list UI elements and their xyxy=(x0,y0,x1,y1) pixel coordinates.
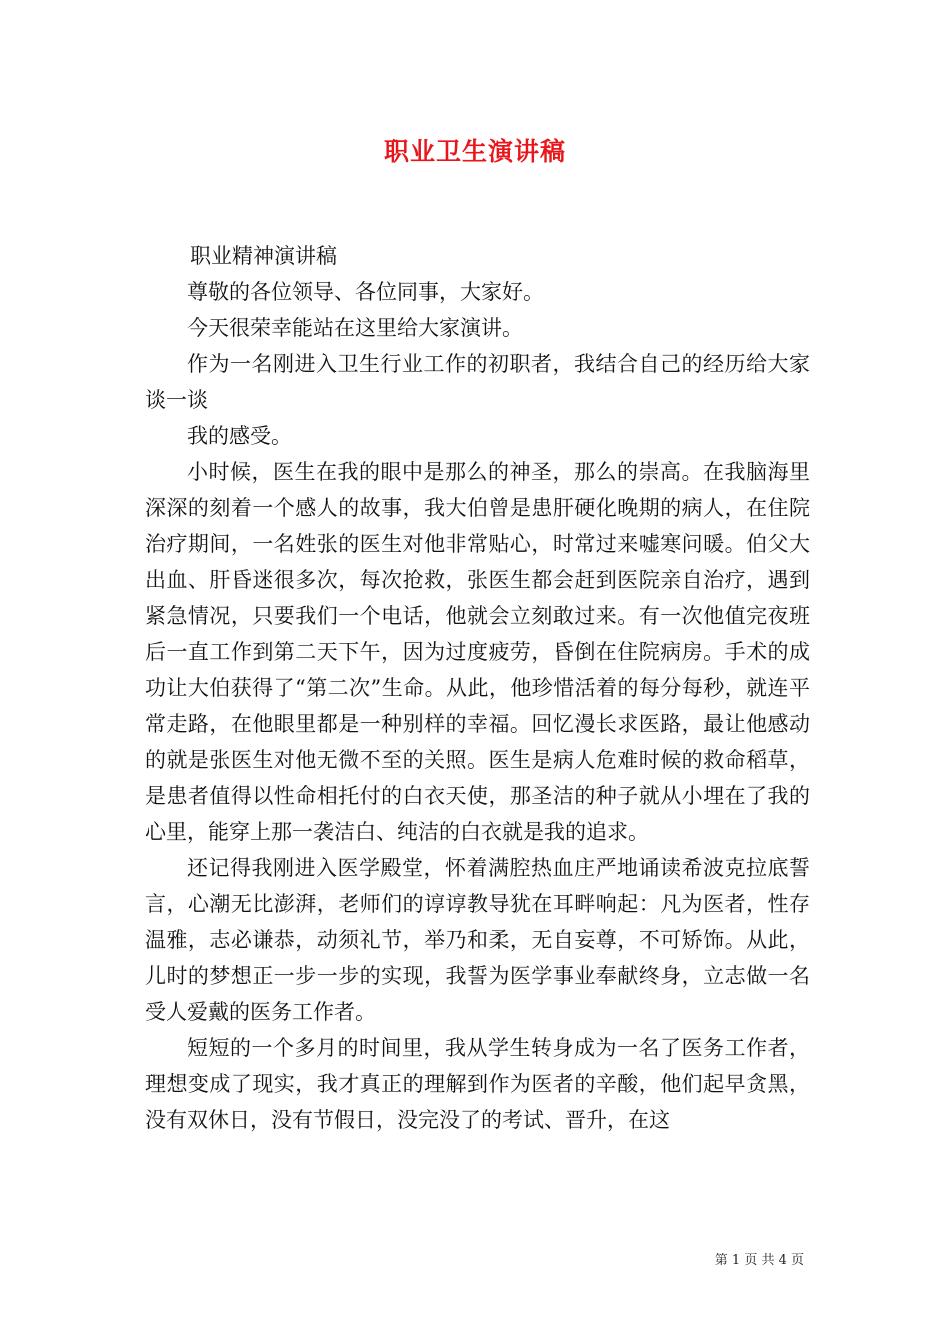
paragraph-purpose: 作为一名刚进入卫生行业工作的初职者，我结合自己的经历给大家谈一谈 xyxy=(145,352,810,412)
paragraph-oath: 还记得我刚进入医学殿堂，怀着满腔热血庄严地诵读希波克拉底誓言，心潮无比澎湃，老师们的谆谆教导犹在耳畔响起：凡为医者，性存温雅，志必谦恭，动须礼节，举乃和柔，无自妄尊，不可矫饰。从此，儿时的梦想正一步一步的实现，我誓为医学事业奉献终身，立志做一名受人爱戴的医务工作者。 xyxy=(145,856,810,1024)
page-number: 第 1 页 共 4 页 xyxy=(714,1253,804,1268)
document-title: 职业卫生演讲稿 xyxy=(383,137,566,166)
paragraph-childhood: 小时候，医生在我的眼中是那么的神圣，那么的崇高。在我脑海里深深的刻着一个感人的故事，我大伯曾是患肝硬化晚期的病人，在住院治疗期间，一名姓张的医生对他非常贴心，时常过来嘘寒问暖。伯父大出血、肝昏迷很多次，每次抢救，张医生都会赶到医院亲自治疗，遇到紧急情况，只要我们一个电话，他就会立刻敢过来。有一次他值完夜班后一直工作到第二天下午，因为过度疲劳，昏倒在住院病房。手术的成功让大伯获得了“第二次”生命。从此，他珍惜活着的每分每秒，就连平常走路，在他眼里都是一种别样的幸福。回忆漫长求医路，最让他感动的就是张医生对他无微不至的关照。医生是病人危难时候的救命稻草，是患者值得以性命相托付的白衣天使，那圣洁的种子就从小埋在了我的心里，能穿上那一袭洁白、纯洁的白衣就是我的追求。 xyxy=(145,460,810,844)
paragraph-greeting: 尊敬的各位领导、各位同事，大家好。 xyxy=(187,280,544,304)
document-body xyxy=(145,238,810,1138)
subtitle: 职业精神演讲稿 xyxy=(190,244,337,268)
paragraph-feeling: 我的感受。 xyxy=(187,424,292,448)
paragraph-intro: 今天很荣幸能站在这里给大家演讲。 xyxy=(187,316,523,340)
paragraph-work: 短短的一个多月的时间里，我从学生转身成为一名了医务工作者，理想变成了现实，我才真正的理解到作为医者的辛酸，他们起早贪黑，没有双休日，没有节假日，没完没了的考试、晋升，在这 xyxy=(145,1036,810,1132)
